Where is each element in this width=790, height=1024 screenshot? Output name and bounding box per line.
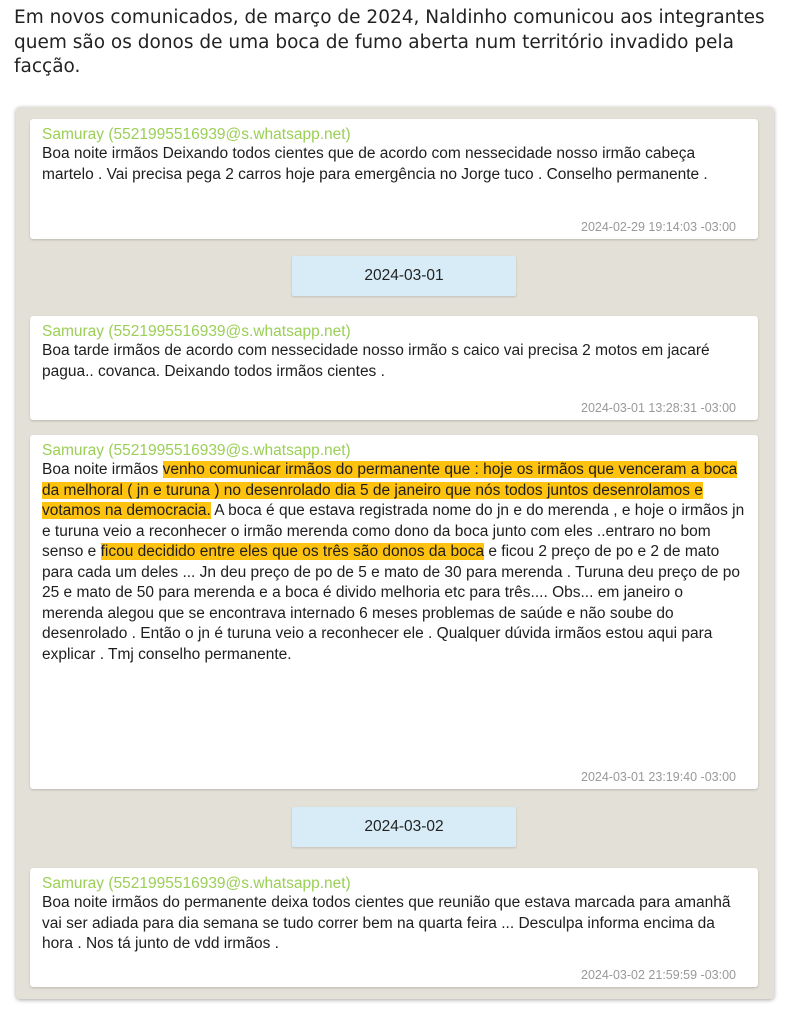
message-timestamp: 2024-03-01 23:19:40 -03:00 xyxy=(581,770,736,784)
message-sender: Samuray (5521995516939@s.whatsapp.net) xyxy=(42,875,351,892)
message-bubble xyxy=(30,316,758,420)
message-sender: Samuray (5521995516939@s.whatsapp.net) xyxy=(42,323,351,340)
date-separator: 2024-03-02 xyxy=(292,807,516,847)
message-text-part: A boca é que estava registrada nome do jn e do merenda , e hoje o irmãos jn e turuna veio a reconhecer o irmão merenda como dono da boca junto com eles ..entraro no bom senso e xyxy=(42,502,745,560)
message-timestamp: 2024-03-02 21:59:59 -03:00 xyxy=(581,968,736,982)
message-bubble xyxy=(30,868,758,987)
message-bubble xyxy=(30,435,758,789)
chat-panel xyxy=(16,107,774,999)
message-timestamp: 2024-02-29 19:14:03 -03:00 xyxy=(581,220,736,234)
message-text-part: e ficou 2 preço de po e 2 de mato para cada um deles ... Jn deu preço de po de 5 e mato de 30 para merenda . Turuna deu preço de po 25 e mato de 50 para merenda e a boca é divido melhoria etc para três.... Obs... em janeiro o merenda alegou que se encontrava internado 6 meses problemas de saúde e não soube do desenrolado . Então o jn é turuna veio a reconhecer ele . Qualquer dúvida irmãos estou aqui para explicar . Tmj conselho permanente. xyxy=(42,543,740,663)
message-sender: Samuray (5521995516939@s.whatsapp.net) xyxy=(42,126,351,143)
article-caption: Em novos comunicados, de março de 2024, Naldinho comunicou aos integrantes quem são os donos de uma boca de fumo aberta num território invadido pela facção. xyxy=(14,7,765,77)
highlighted-text: ficou decidido entre eles que os três são donos da boca xyxy=(100,543,485,560)
highlighted-text: venho comunicar irmãos do permanente que : hoje os irmãos que venceram a boca da melhoral ( jn e turuna ) no desenrolado dia 5 de janeiro que nós todos juntos desenrolamos e votamos na democracia. xyxy=(42,461,738,519)
message-text: Boa noite irmãos Deixando todos cientes que de acordo com nessecidade nosso irmão cabeça martelo . Vai precisa pega 2 carros hoje para emergência no Jorge tuco . Conselho permanente . xyxy=(42,145,708,183)
message-text xyxy=(42,460,746,665)
message-bubble xyxy=(30,119,758,239)
message-sender: Samuray (5521995516939@s.whatsapp.net) xyxy=(42,442,351,459)
message-timestamp: 2024-03-01 13:28:31 -03:00 xyxy=(581,401,736,415)
message-text: Boa noite irmãos do permanente deixa todos cientes que reunião que estava marcada para amanhã vai ser adiada para dia semana se tudo correr bem na quarta feira ... Desculpa informa encima da hora . Nos tá junto de vdd irmãos . xyxy=(42,894,731,952)
message-text: Boa tarde irmãos de acordo com nessecidade nosso irmão s caico vai precisa 2 motos em jacaré pagua.. covanca. Deixando todos irmãos cientes . xyxy=(42,342,710,380)
message-text-part: Boa noite irmãos xyxy=(42,461,163,478)
date-separator: 2024-03-01 xyxy=(292,256,516,296)
